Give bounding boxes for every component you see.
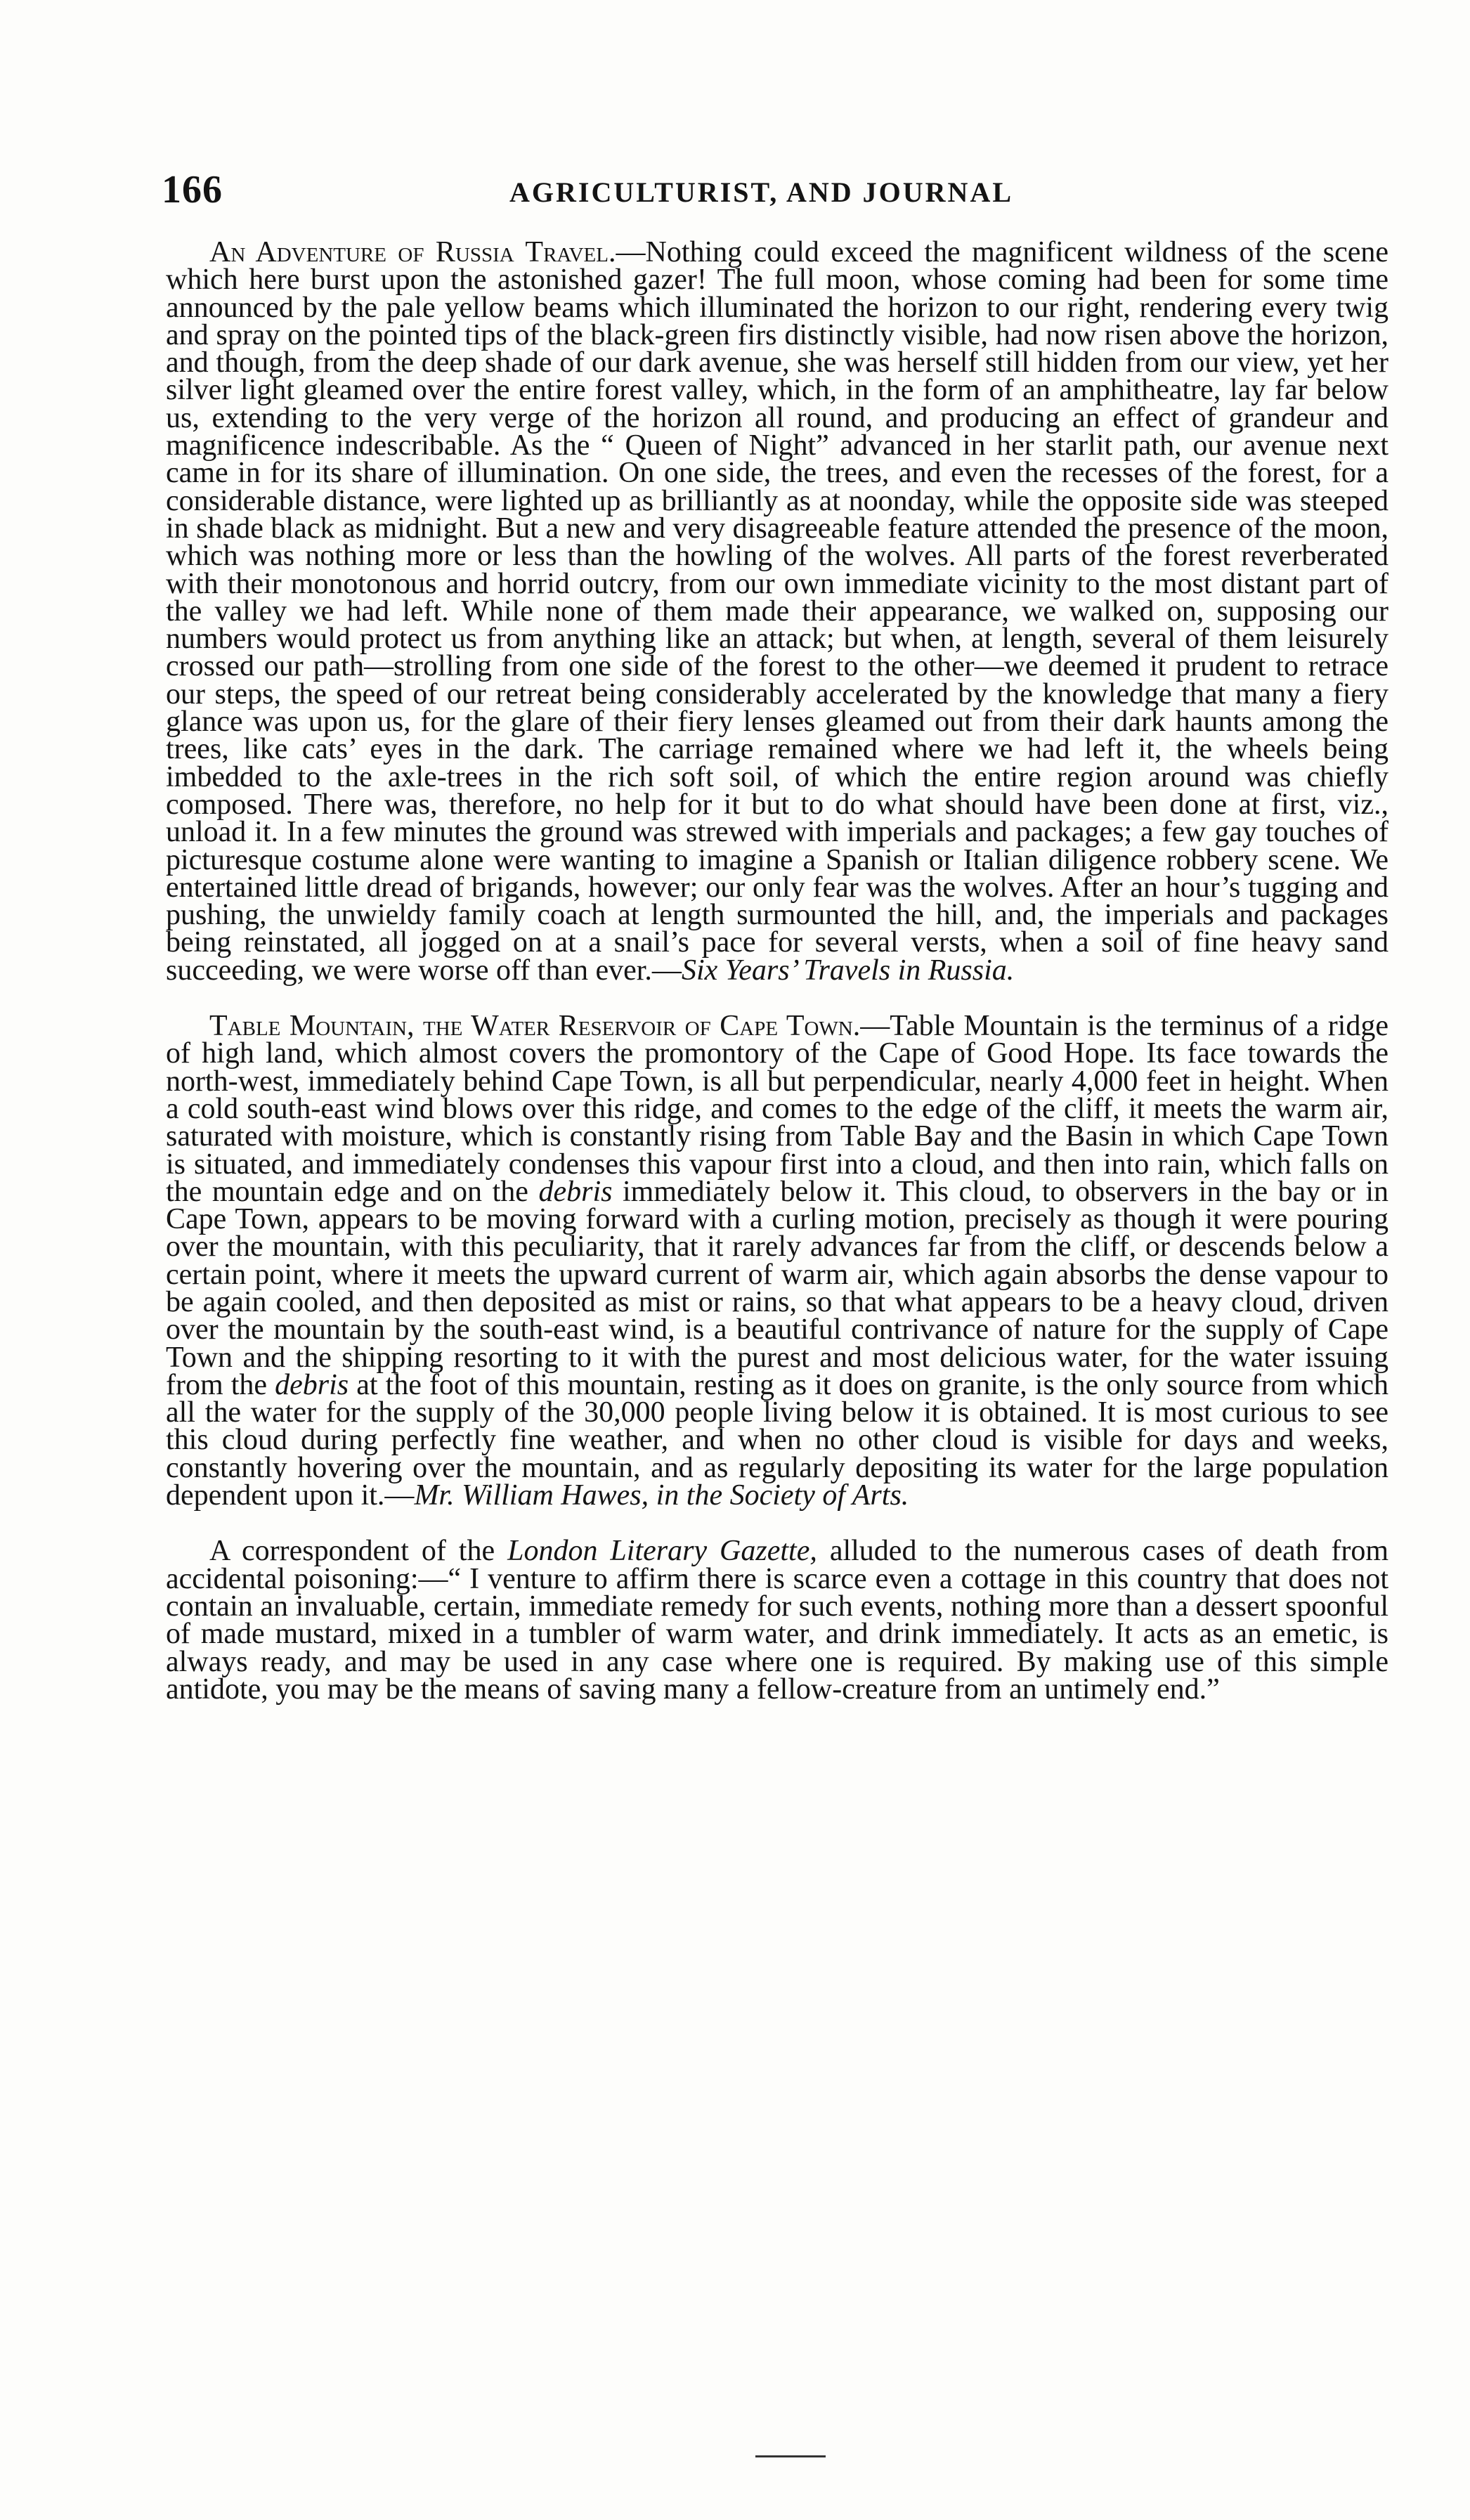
article-russia-travel — [166, 236, 1388, 987]
article-body: —Nothing could exceed the magnificent wildness of the scene which here burst upon the astonished gazer! The full moon, whose coming had been for some time announced by the pale yellow beams which illuminated the horizon to our right, rendering every twig and spray on the pointed tips of the black-green firs distinctly visible, had now risen above the horizon, and though, from the deep shade of our dark avenue, she was herself still hidden from our view, yet her silver light gleamed over the entire forest valley, which, in the form of an amphitheatre, lay far below us, extending to the very verge of the horizon all round, and producing an effect of grandeur and magnificence indescribable. As the “ Queen of Night” advanced in her starlit path, our avenue next came in for its share of illumination. On one side, the trees, and even the recesses of the forest, for a considerable distance, were lighted up as brilliantly as at noonday, while the opposite side was steeped in shade black as midnight. But a new and very disagreeable feature attended the presence of the moon, which was nothing more or less than the howling of the wolves. All parts of the forest reverberated with their monotonous and horrid outcry, from our own immediate vicinity to the most distant part of the valley we had left. While none of them made their appearance, we walked on, supposing our numbers would protect us from anything like an attack; but when, at length, several of them leisurely crossed our path—strolling from one side of the forest to the other—we deemed it prudent to retrace our steps, the speed of our retreat being considerably accelerated by the knowledge that many a fiery glance was upon us, for the glare of their fiery lenses gleamed out from their dark haunts among the trees, like cats’ eyes in the dark. The carriage remained where we had left it, the wheels being imbedded to the axle-trees in the rich soft soil, of which the entire region around was chiefly composed. There was, therefore, no help for it but to do what should have been done at first, viz., unload it. In a few minutes the ground was strewed with imperials and packages; a few gay touches of picturesque costume alone were wanting to imagine a Spanish or Italian diligence robbery scene. We entertained little dread of brigands, however; our only fear was the wolves. After an hour’s tugging and pushing, the unwieldy family coach at length surmounted the hill, and, the imperials and packages being reinstated, all jogged on at a snail’s pace for several versts, when a soil of fine heavy sand succeeding, we were worse off than ever.— — [166, 236, 1388, 987]
article-body-continued: immediately below it. This cloud, to observers in the bay or in Cape Town, appears to be moving forward with a curling motion, precisely as though it were pouring over the mountain, with this peculiarity, that it rarely advances far from the cliff, or descends below a certain point, where it meets the upward current of warm air, which again absorbs the dense vapour to be again cooled, and then deposited as mist or rains, so that what appears to be a heavy cloud, driven over the mountain by the south-east wind, is a beautiful contrivance of nature for the supply of Cape Town and the shipping resorting to it with the purest and most delicious water, for the water issuing from the — [166, 1175, 1389, 1401]
article-body: —Table Mountain is the terminus of a ridge of high land, which almost covers the promontory of the Cape of Good Hope. Its face towards the north-west, immediately behind Cape Town, is all but perpendicular, nearly 4,000 feet in height. When a cold south-east wind blows over this ridge, and comes to the edge of the cliff, it meets the warm air, saturated with moisture, which is constantly rising from Table Bay and the Basin in which Cape Town is situated, and immediately condenses this vapour first into a cloud, and then into rain, which falls on the mountain edge and on the — [166, 1010, 1388, 1208]
closing-rule — [755, 2455, 826, 2457]
page-number: 166 — [162, 168, 223, 212]
article-table-mountain — [166, 1010, 1389, 1512]
article-title: An Adventure of Russia Travel. — [209, 236, 616, 268]
running-title: AGRICULTURIST, AND JOURNAL — [509, 176, 1014, 208]
italic-term: debris — [538, 1175, 613, 1208]
article-title: Table Mountain, the Water Reservoir of Cape Town. — [209, 1010, 861, 1043]
page-header — [162, 167, 1398, 216]
page-body — [166, 236, 1389, 1706]
article-source: Mr. William Hawes, in the Society of Arts. — [414, 1479, 909, 1512]
publication-name: London Literary Gazette, — [507, 1535, 817, 1568]
article-body-continued: at the foot of this mountain, resting as it does on granite, is the only source from which all the water for the supply of the 30,000 people living below it is obtained. It is most curious to see this cloud during perfectly fine weather, and when no other cloud is visible for days and weeks, constantly hovering over the mountain, and as regularly depositing its water for the large population dependent upon it.— — [166, 1368, 1389, 1512]
italic-term: debris — [275, 1368, 349, 1401]
article-body: alluded to the numerous cases of death from accidental poisoning:—“ I venture to affirm there is scarce even a cottage in this country that does not contain an invaluable, certain, immediate remedy for such events, nothing more than a dessert spoonful of made mustard, mixed in a tumbler of warm water, and drink immediately. It acts as an emetic, is always ready, and may be used in any case where one is required. By making use of this simple antidote, you may be the means of saving many a fellow-creature from an untimely end.” — [166, 1535, 1389, 1706]
article-lead: A correspondent of the — [209, 1535, 495, 1568]
article-source: Six Years’ Travels in Russia. — [681, 954, 1015, 987]
article-mustard-remedy — [166, 1535, 1389, 1706]
